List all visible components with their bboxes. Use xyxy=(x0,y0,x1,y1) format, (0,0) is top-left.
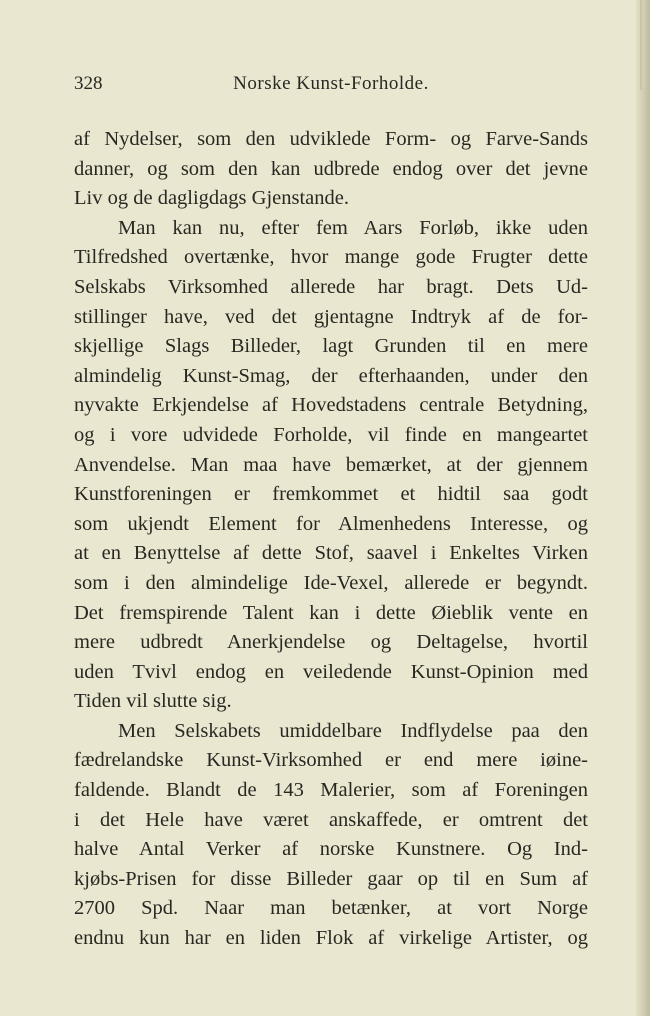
text-line: Men Selskabets umiddelbare Indflydelse paa den xyxy=(118,719,588,742)
text-line: af Nydelser, som den udviklede Form- og Farve-Sands xyxy=(74,128,588,150)
text-line: Liv og de dagligdags Gjenstande. xyxy=(74,187,349,210)
text-line: mere udbredt Anerkjendelse og Deltagelse, hvortil xyxy=(74,631,588,654)
text-line: at en Benyttelse af dette Stof, saavel i Enkeltes Virken xyxy=(74,542,588,565)
text-line: som ukjendt Element for Almenhedens Interesse, og xyxy=(74,512,588,535)
text-line: Tiden vil slutte sig. xyxy=(74,690,232,713)
text-line: nyvakte Erkjendelse af Hovedstadens centrale Betydning, xyxy=(74,394,588,417)
text-line: som i den almindelige Ide-Vexel, allerede er begyndt. xyxy=(74,571,588,594)
text-line: og i vore udvidede Forholde, vil finde en mangeartet xyxy=(74,423,588,446)
text-line: Man kan nu, efter fem Aars Forløb, ikke uden xyxy=(118,216,588,239)
text-line: stillinger have, ved det gjentagne Indtryk af de for- xyxy=(74,305,588,328)
text-line: almindelig Kunst-Smag, der efterhaanden, under den xyxy=(74,364,588,387)
text-line: halve Antal Verker af norske Kunstnere. Og Ind- xyxy=(74,838,588,861)
text-line: Kunstforeningen er fremkommet et hidtil saa godt xyxy=(74,483,588,506)
text-line: fædrelandske Kunst-Virksomhed er end mere iøine- xyxy=(74,749,588,772)
text-line: 2700 Spd. Naar man betænker, at vort Norge xyxy=(74,897,588,920)
running-header xyxy=(74,73,588,99)
text-line: endnu kun har en liden Flok af virkelige Artister, og xyxy=(74,927,588,950)
text-line: uden Tvivl endog en veiledende Kunst-Opinion med xyxy=(74,660,588,683)
text-line: faldende. Blandt de 143 Malerier, som af Foreningen xyxy=(74,779,588,802)
body-text xyxy=(74,125,588,954)
text-line: kjøbs-Prisen for disse Billeder gaar op til en Sum af xyxy=(74,867,588,890)
text-line: Tilfredshed overtænke, hvor mange gode Frugter dette xyxy=(74,246,588,269)
text-line: Selskabs Virksomhed allerede har bragt. Dets Ud- xyxy=(74,275,588,298)
text-line: Anvendelse. Man maa have bemærket, at der gjennem xyxy=(74,453,588,476)
text-line: danner, og som den kan udbrede endog over det jevne xyxy=(74,157,588,180)
text-line: skjellige Slags Billeder, lagt Grunden til en mere xyxy=(74,335,588,358)
text-line: Det fremspirende Talent kan i dette Øieblik vente en xyxy=(74,601,588,624)
running-title: Norske Kunst-Forholde. xyxy=(233,73,429,94)
page-edge xyxy=(636,0,650,1016)
page-edge-shadow xyxy=(640,0,642,90)
page-number: 328 xyxy=(74,73,103,94)
text-line: i det Hele have været anskaffede, er omtrent det xyxy=(74,808,588,831)
